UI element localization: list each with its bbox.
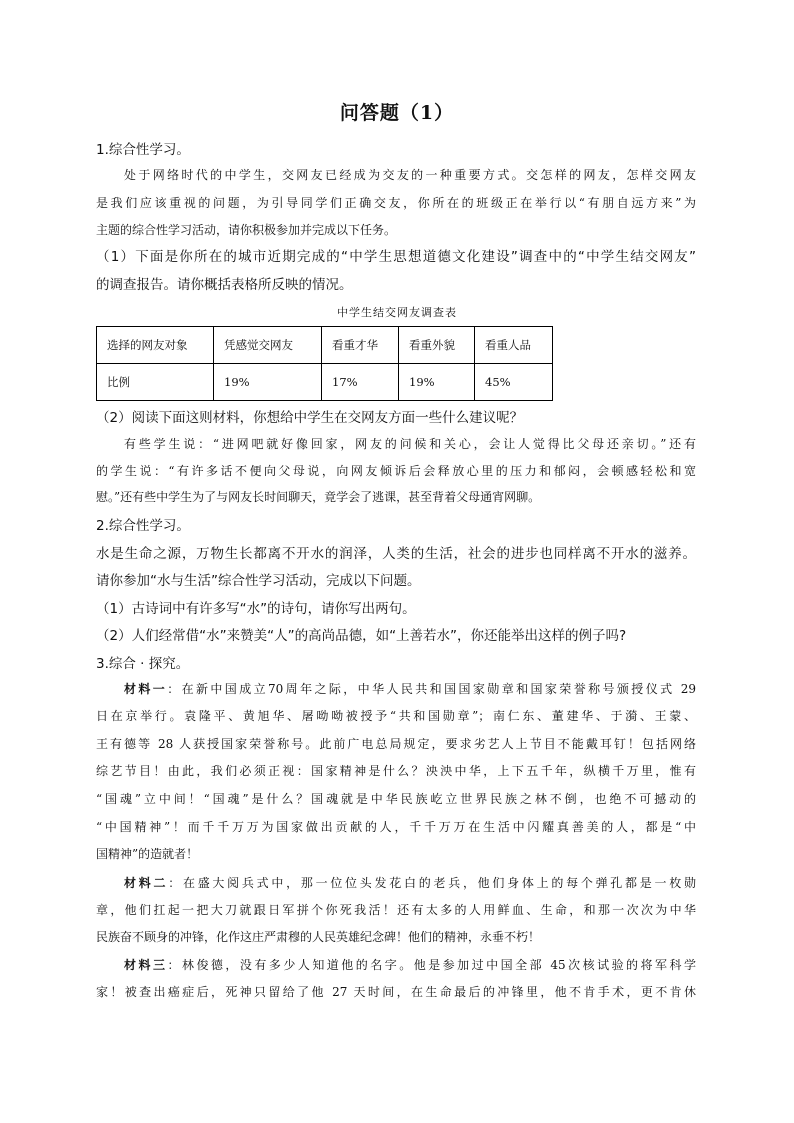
table-header-cell: 看重人品: [475, 327, 553, 364]
material-label: 材料一: [124, 682, 168, 696]
table-cell: 比例: [97, 364, 214, 401]
table-row: [97, 364, 553, 401]
table-caption: 中学生结交网友调查表: [337, 306, 457, 319]
q1-sub1-line: 的调查报告。请你概括表格所反映的情况。: [96, 277, 353, 293]
table-header-row: [97, 327, 553, 364]
table-cell: 45%: [475, 364, 553, 401]
q1-sub1-line: （1）下面是你所在的城市近期完成的“中学生思想道德文化建设”调查中的“中学生结交网友”: [96, 249, 696, 265]
table-cell: 17%: [322, 364, 399, 401]
q1-intro-line: 主题的综合性学习活动，请你积极参加并完成以下任务。: [96, 223, 397, 237]
q3-material1-line: “国魂”立中间！“国魂”是什么？国魂就是中华民族屹立世界民族之林不倒，也绝不可撼动的: [96, 792, 696, 806]
q1-material-line: 慰。”还有些中学生为了与网友长时间聊天，竟学会了逃课，甚至背着父母通宵网聊。: [96, 490, 541, 504]
table-cell: 19%: [399, 364, 475, 401]
table-header-cell: 看重外貌: [399, 327, 475, 364]
q1-intro-line: 处于网络时代的中学生，交网友已经成为交友的一种重要方式。交怎样的网友，怎样交网友: [124, 168, 696, 182]
q1-intro-line: 是我们应该重视的问题，为引导同学们正确交友，你所在的班级正在举行以“有朋自远方来”为: [96, 196, 696, 210]
q1-heading: 1.综合性学习。: [96, 142, 190, 158]
q3-material1-line: “中国精神”！而千千万万为国家做出贡献的人，千千万万在生活中闪耀真善美的人，都是“中: [96, 820, 696, 834]
q3-material1-line: 国精神”的造就者！: [96, 847, 199, 861]
table-header-cell: 凭感觉交网友: [214, 327, 322, 364]
q3-material1-line: 王有德等 28 人获授国家荣誉称号。此前广电总局规定，要求劣艺人上节目不能戴耳钉！包括网络: [96, 737, 696, 751]
table-cell: 19%: [214, 364, 322, 401]
q3-material3-line: 家！被查出癌症后，死神只留给了他 27 天时间，在生命最后的冲锋里，他不肯手术，更不肯休: [96, 985, 696, 999]
q1-sub2: （2）阅读下面这则材料，你想给中学生在交网友方面一些什么建议呢？: [96, 410, 524, 426]
table-header-cell: 看重才华: [322, 327, 399, 364]
material-text: ：在新中国成立70周年之际，中华人民共和国国家勋章和国家荣誉称号颁授仪式 29: [167, 682, 696, 696]
table-header-cell: 选择的网友对象: [97, 327, 214, 364]
material-label: 材料二: [124, 876, 169, 890]
q1-material-line: 有些学生说：“进网吧就好像回家，网友的问候和关心，会让人觉得比父母还亲切。”还有: [124, 437, 696, 451]
page-title: 问答题（1）: [339, 102, 455, 124]
q2-body-line: 水是生命之源，万物生长都离不开水的润泽，人类的生活，社会的进步也同样离不开水的滋养。: [96, 546, 696, 562]
material-label: 材料三: [124, 958, 168, 972]
survey-table: [96, 326, 553, 401]
q3-material2-line: [124, 874, 696, 891]
q3-heading: 3.综合 · 探究。: [96, 656, 190, 672]
q3-material2-line: 民族奋不顾身的冲锋，化作这庄严肃穆的人民英雄纪念碑！他们的精神，永垂不朽！: [96, 930, 541, 944]
q2-sub2: （2）人们经常借“水”来赞美“人”的高尚品德，如“上善若水”，你还能举出这样的例子吗?: [96, 628, 627, 644]
q3-material1-line: 日在京举行。袁隆平、黄旭华、屠呦呦被授予“共和国勋章”；南仁东、董建华、于漪、王蒙、: [96, 709, 696, 723]
q3-material3-line: [124, 956, 696, 973]
material-text: ：林俊德，没有多少人知道他的名字。他是参加过中国全部 45次核试验的将军科学: [167, 958, 696, 972]
material-text: ：在盛大阅兵式中，那一位位头发花白的老兵，他们身体上的每个弹孔都是一枚勋: [168, 876, 696, 890]
q3-material1-line: [124, 680, 696, 697]
q2-heading: 2.综合性学习。: [96, 518, 190, 534]
q3-material1-line: 综艺节目！由此，我们必须正视：国家精神是什么？泱泱中华，上下五千年，纵横千万里，惟有: [96, 764, 696, 778]
q3-material2-line: 章，他们扛起一把大刀就跟日军拼个你死我活！还有太多的人用鲜血、生命，和那一次次为中华: [96, 903, 696, 917]
q1-material-line: 的学生说：“有许多话不便向父母说，向网友倾诉后会释放心里的压力和郁闷，会顿感轻松和宽: [96, 464, 696, 478]
q2-body-line: 请你参加“水与生活”综合性学习活动，完成以下问题。: [96, 573, 421, 589]
q2-sub1: （1）古诗词中有许多写“水”的诗句，请你写出两句。: [96, 601, 416, 617]
